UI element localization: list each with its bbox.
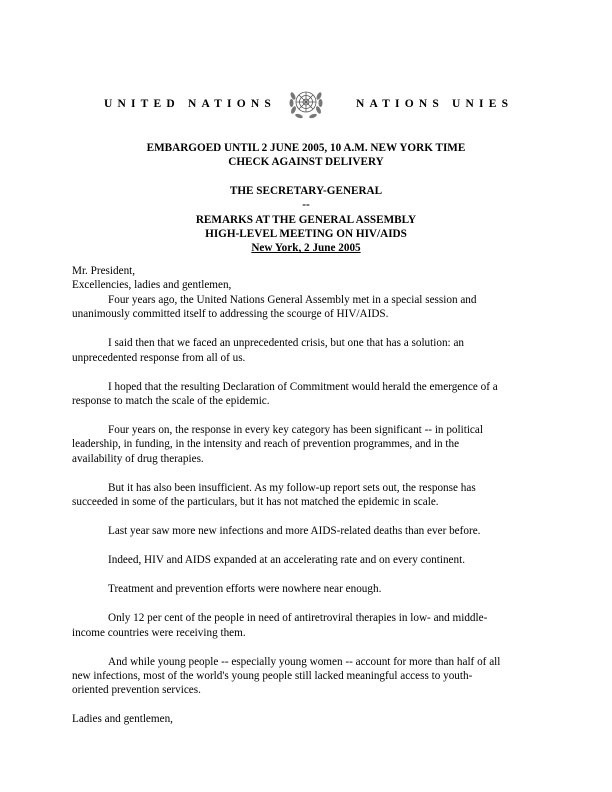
paragraph: I hoped that the resulting Declaration of Commitment would herald the emergence of a response to match the scale of the epidemic. bbox=[72, 380, 498, 408]
dateline: New York, 2 June 2005 bbox=[251, 242, 361, 255]
paragraph: I said then that we faced an unprecedented crisis, but one that has a solution: an unprecedented response from all of us. bbox=[72, 337, 465, 364]
paragraph: Four years ago, the United Nations General Assembly met in a special session and unanimously committed itself to addressing the scourge of HIV/AIDS. bbox=[72, 293, 477, 321]
salutation: Mr. President, bbox=[72, 265, 136, 277]
embargo-notice: EMBARGOED UNTIL 2 JUNE 2005, 10 A.M. NEW YORK TIME bbox=[146, 142, 466, 154]
paragraph: Four years on, the response in every key category has been significant -- in political leadership, in funding, in the intensity and reach of prevention programmes, and in the availability of drug therapies. bbox=[72, 424, 483, 465]
heading-dash: -- bbox=[302, 199, 310, 212]
document-headings bbox=[60, 141, 552, 256]
paragraph: But it has also been insufficient. As my follow-up report sets out, the response has succeeded in some of the particulars, but it has not matched the epidemic in scale. bbox=[72, 481, 476, 509]
closing-salutation: Ladies and gentlemen, bbox=[72, 713, 173, 726]
org-name-english: UNITED NATIONS bbox=[104, 98, 276, 110]
un-emblem-icon bbox=[287, 86, 325, 122]
paragraph: Indeed, HIV and AIDS expanded at an accelerating rate and on every continent. bbox=[108, 554, 466, 567]
paragraph: Only 12 per cent of the people in need of antiretroviral therapies in low- and middle- income countries were receiving them. bbox=[72, 612, 488, 639]
paragraph: Treatment and prevention efforts were nowhere near enough. bbox=[108, 583, 382, 596]
paragraph: And while young people -- especially young women -- account for more than half of all new infections, most of the world's young people still lacked meaningful access to youth- oriented prevention services. bbox=[72, 655, 501, 697]
title-line-2: HIGH-LEVEL MEETING ON HIV/AIDS bbox=[205, 228, 407, 241]
check-against-delivery: CHECK AGAINST DELIVERY bbox=[228, 156, 384, 169]
salutation: Excellencies, ladies and gentlemen, bbox=[72, 279, 232, 292]
title-line-1: REMARKS AT THE GENERAL ASSEMBLY bbox=[195, 213, 417, 226]
speech-body bbox=[72, 264, 542, 727]
letterhead bbox=[0, 86, 612, 126]
paragraph: Last year saw more new infections and more AIDS-related deaths than ever before. bbox=[108, 525, 481, 538]
author-heading: THE SECRETARY-GENERAL bbox=[229, 184, 383, 197]
org-name-french: NATIONS UNIES bbox=[356, 98, 514, 110]
